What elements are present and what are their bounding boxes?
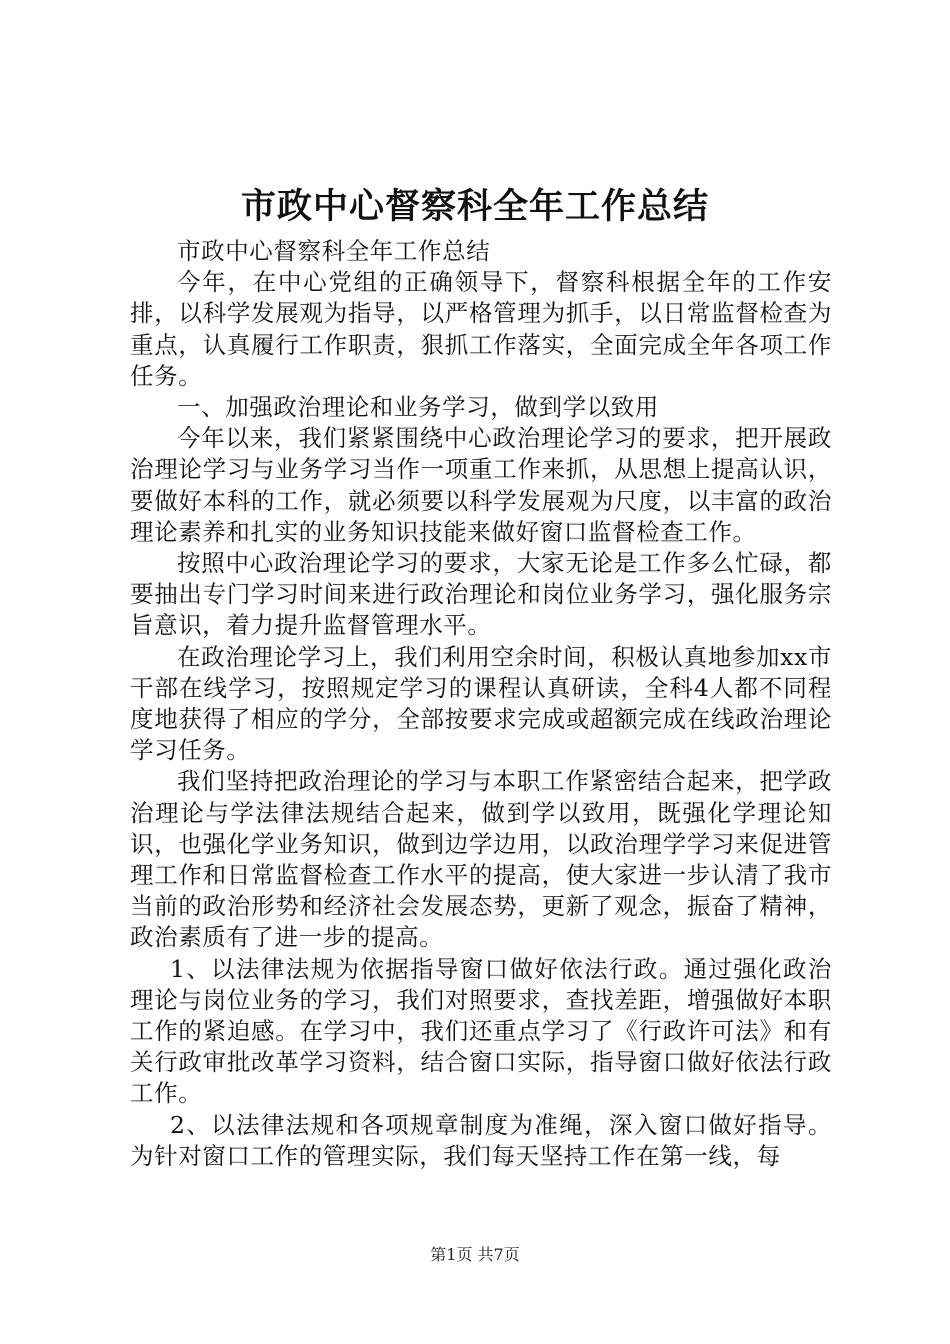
section-heading-1: 一、加强政治理论和业务学习，做到学以致用 [177,393,659,422]
numbered-paragraph-1: 1、以法律法规为依据指导窗口做好依法行政。通过强化政治理论与岗位业务的学习，我们对照要求，查找差距，增强做好本职工作的紧迫感。在学习中，我们还重点学习了《行政许可法》和有关行政审批改革学习资料，结合窗口实际，指导窗口做好依法行政工作。 [130,954,832,1108]
body-paragraph: 今年以来，我们紧紧围绕中心政治理论学习的要求，把开展政治理论学习与业务学习当作一项重工作来抓，从思想上提高认识，要做好本科的工作，就必须要以科学发展观为尺度，以丰富的政治理论素养和扎实的业务知识技能来做好窗口监督检查工作。 [130,424,832,546]
document-title: 市政中心督察科全年工作总结 [240,186,709,227]
document-body [130,236,832,1172]
numbered-paragraph-2: 2、以法律法规和各项规章制度为准绳，深入窗口做好指导。为针对窗口工作的管理实际，我们每天坚持工作在第一线，每 [130,1110,832,1170]
page-footer: 第1页 共7页 [430,1245,520,1264]
body-paragraph: 在政治理论学习上，我们利用空余时间，积极认真地参加xx市干部在线学习，按照规定学习的课程认真研读，全科4人都不同程度地获得了相应的学分，全部按要求完成或超额完成在线政治理论学习任务。 [130,642,832,765]
intro-paragraph: 今年，在中心党组的正确领导下，督察科根据全年的工作安排，以科学发展观为指导，以严格管理为抓手，以日常监督检查为重点，认真履行工作职责，狠抓工作落实，全面完成全年各项工作任务。 [130,268,832,390]
body-paragraph: 我们坚持把政治理论的学习与本职工作紧密结合起来，把学政治理论与学法律法规结合起来，做到学以致用，既强化学理论知识，也强化学业务知识，做到边学边用，以政治理学学习来促进管理工作和日常监督检查工作水平的提高，使大家进一步认清了我市当前的政治形势和经济社会发展态势，更新了观念，振奋了精神，政治素质有了进一步的提高。 [130,767,832,952]
body-paragraph: 按照中心政治理论学习的要求，大家无论是工作多么忙碌，都要抽出专门学习时间来进行政治理论和岗位业务学习，强化服务宗旨意识，着力提升监督管理水平。 [130,549,832,640]
subtitle-paragraph: 市政中心督察科全年工作总结 [177,237,491,265]
